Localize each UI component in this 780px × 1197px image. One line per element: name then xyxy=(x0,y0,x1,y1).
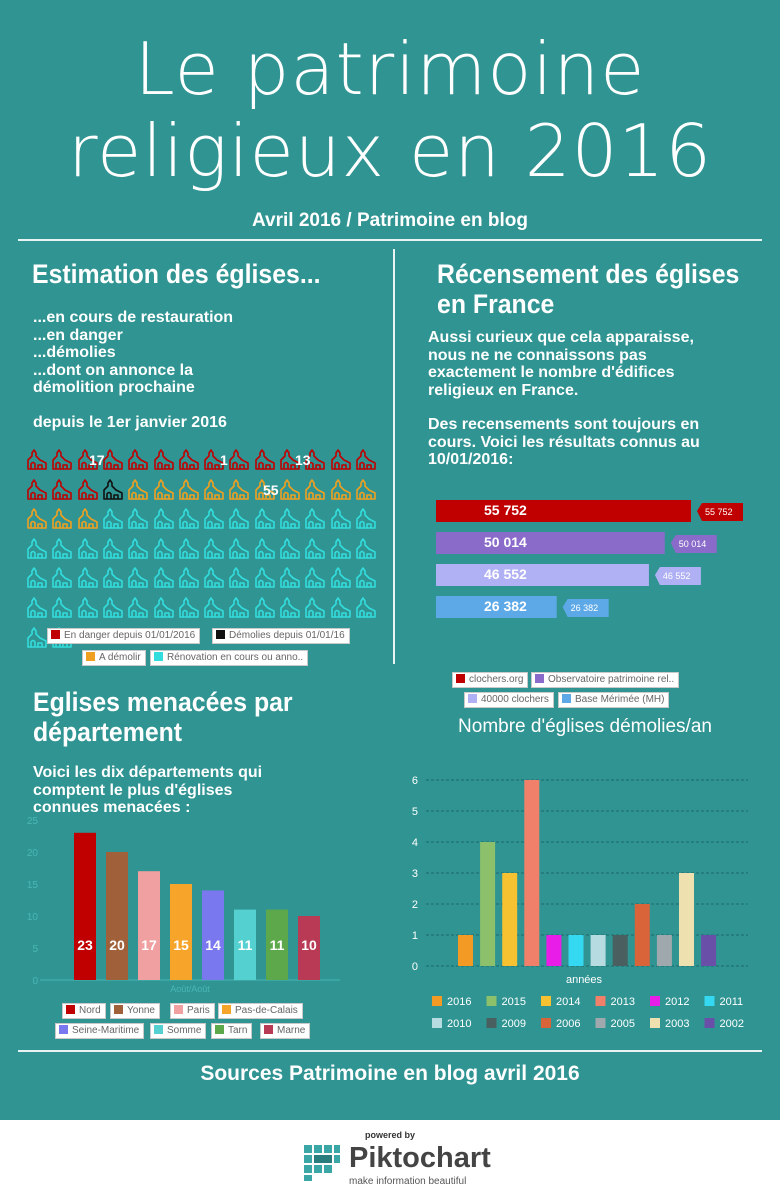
church-icon xyxy=(331,507,351,529)
church-icon xyxy=(229,478,249,500)
church-icon xyxy=(154,537,174,559)
dept-y-tick: 5 xyxy=(32,944,38,955)
recensement-para1-line: Aussi curieux que cela apparaisse, xyxy=(428,329,694,346)
church-icon xyxy=(128,478,148,500)
year-bar xyxy=(635,904,650,966)
church-icon xyxy=(255,507,275,529)
recensement-para2-line: 10/01/2016: xyxy=(428,451,514,468)
legend-tarn: Tarn xyxy=(211,1023,252,1039)
estimation-line: ...en danger xyxy=(33,326,123,344)
church-icon xyxy=(229,537,249,559)
demolies-bar-chart xyxy=(400,766,770,1036)
count-en-danger: 17 xyxy=(89,452,105,468)
year-legend-swatch xyxy=(487,1018,497,1028)
dept-bar-label: 23 xyxy=(77,937,93,953)
legend-base-merimee: Base Mérimée (MH) xyxy=(558,692,669,708)
church-icon xyxy=(128,507,148,529)
church-icon xyxy=(154,478,174,500)
church-icon xyxy=(331,448,351,470)
year-y-tick: 0 xyxy=(411,961,418,973)
church-icon xyxy=(179,596,199,618)
legend-marne: Marne xyxy=(260,1023,310,1039)
main-title-line2: religieux en 2016 xyxy=(67,109,712,193)
year-bar xyxy=(701,935,716,966)
year-legend-label: 2011 xyxy=(719,996,744,1008)
year-legend-label: 2015 xyxy=(501,996,526,1008)
estimation-line: ...en cours de restauration xyxy=(33,309,234,326)
dept-bar-label: 11 xyxy=(237,937,253,953)
year-y-tick: 1 xyxy=(411,930,418,942)
estimation-since: depuis le 1er janvier 2016 xyxy=(33,414,227,431)
church-icon xyxy=(305,507,325,529)
dept-y-tick: 0 xyxy=(32,976,38,987)
year-legend-swatch xyxy=(650,996,660,1006)
church-icon xyxy=(255,566,275,588)
dept-y-tick: 20 xyxy=(26,848,38,859)
church-icon xyxy=(52,478,72,500)
year-legend-swatch xyxy=(432,996,442,1006)
census-value-tag-label: 55 752 xyxy=(705,507,733,517)
church-icon xyxy=(331,478,351,500)
church-icon xyxy=(27,596,47,618)
dept-bar-label: 17 xyxy=(141,937,157,953)
church-icon xyxy=(103,596,123,618)
year-legend-label: 2002 xyxy=(719,1018,744,1030)
dept-y-tick: 10 xyxy=(26,912,38,923)
church-icon xyxy=(27,566,47,588)
census-value-tag-label: 46 552 xyxy=(662,571,691,581)
powered-by: powered by xyxy=(364,1130,415,1140)
dept-y-tick: 15 xyxy=(26,880,38,891)
year-bar xyxy=(546,935,561,966)
year-legend-swatch xyxy=(541,996,551,1006)
year-legend-swatch xyxy=(705,996,715,1006)
church-icon xyxy=(78,478,98,500)
church-icon xyxy=(52,566,72,588)
church-icon xyxy=(78,537,98,559)
dept-bar xyxy=(106,852,128,980)
year-bar xyxy=(458,935,473,966)
recensement-title-line1: Récensement des églises xyxy=(437,259,740,289)
church-icon xyxy=(255,596,275,618)
recensement-para2-line: Des recensements sont toujours en xyxy=(428,416,700,433)
year-legend-label: 2010 xyxy=(447,1018,472,1030)
church-icon xyxy=(229,566,249,588)
count-renovation: 55 xyxy=(263,482,279,498)
church-icon xyxy=(204,596,224,618)
demolies-chart-title: Nombre d'églises démolies/an xyxy=(458,716,712,737)
recensement-para1-line: exactement le nombre d'édifices xyxy=(428,364,675,381)
year-y-tick: 5 xyxy=(411,806,418,818)
recensement-para1-line: religieux en France. xyxy=(428,381,579,399)
dept-bar-label: 15 xyxy=(173,937,189,953)
dept-bar xyxy=(74,833,96,980)
church-icon xyxy=(27,537,47,559)
church-icon xyxy=(179,448,199,470)
piktochart-brand[interactable]: Piktochart xyxy=(349,1142,491,1174)
legend-40000-clochers: 40000 clochers xyxy=(464,692,554,708)
menacees-desc-line: comptent le plus d'églises xyxy=(33,781,233,799)
church-icon xyxy=(78,507,98,529)
legend-pas-de-calais: Pas-de-Calais xyxy=(218,1003,303,1019)
census-bar xyxy=(436,564,649,586)
dept-bar xyxy=(202,890,224,980)
census-bar-label: 26 382 xyxy=(484,598,527,614)
year-legend-swatch xyxy=(705,1018,715,1028)
count-a-demolir: 13 xyxy=(295,452,311,468)
church-icon xyxy=(305,537,325,559)
dept-bar-label: 11 xyxy=(269,937,285,953)
census-bar xyxy=(436,532,665,554)
church-icon xyxy=(52,507,72,529)
year-legend-label: 2014 xyxy=(556,996,581,1008)
church-icon xyxy=(305,596,325,618)
church-icon xyxy=(128,537,148,559)
church-icon xyxy=(280,537,300,559)
main-title-line1: Le patrimoine xyxy=(134,27,646,111)
church-icon xyxy=(305,478,325,500)
church-icon xyxy=(204,537,224,559)
church-icon xyxy=(128,448,148,470)
year-bar xyxy=(613,935,628,966)
church-icon xyxy=(255,537,275,559)
year-bar xyxy=(524,780,539,966)
church-icon xyxy=(103,478,123,500)
year-y-tick: 3 xyxy=(411,868,418,880)
legend-seine-maritime: Seine-Maritime xyxy=(55,1023,144,1039)
church-icon xyxy=(229,448,249,470)
sources-text: Sources Patrimoine en blog avril 2016 xyxy=(200,1062,580,1085)
year-legend-label: 2003 xyxy=(665,1018,690,1030)
church-icon xyxy=(78,596,98,618)
year-bar xyxy=(657,935,672,966)
church-icon xyxy=(356,448,376,470)
church-icon xyxy=(356,478,376,500)
church-icon xyxy=(280,566,300,588)
legend-renovation: Rénovation en cours ou anno.. xyxy=(150,650,308,666)
church-icon xyxy=(356,537,376,559)
church-icon xyxy=(179,478,199,500)
church-icon xyxy=(27,507,47,529)
year-legend-swatch xyxy=(596,1018,606,1028)
church-icon xyxy=(154,507,174,529)
departement-bar-chart xyxy=(0,810,390,1000)
census-bar xyxy=(436,500,691,522)
church-icon xyxy=(356,596,376,618)
year-legend-label: 2013 xyxy=(610,996,635,1008)
year-legend-swatch xyxy=(596,996,606,1006)
legend-en-danger: En danger depuis 01/01/2016 xyxy=(47,628,200,644)
church-icon xyxy=(154,596,174,618)
census-bar-label: 50 014 xyxy=(484,534,527,550)
church-icon xyxy=(78,566,98,588)
piktochart-logo-icon[interactable] xyxy=(302,1143,342,1183)
census-value-tag-label: 50 014 xyxy=(678,539,707,549)
church-icon xyxy=(52,448,72,470)
church-icon xyxy=(52,537,72,559)
year-x-label: années xyxy=(565,974,603,986)
legend-paris: Paris xyxy=(170,1003,215,1019)
dept-bar-label: 20 xyxy=(109,937,125,953)
legend-a-demolir: A démolir xyxy=(82,650,146,666)
legend-clochers: clochers.org xyxy=(452,672,528,688)
church-icon xyxy=(128,566,148,588)
menacees-title-line1: Eglises menacées par xyxy=(33,687,293,717)
dept-bar-label: 14 xyxy=(205,937,221,953)
church-icon xyxy=(280,507,300,529)
church-icon xyxy=(154,448,174,470)
year-bar xyxy=(569,935,584,966)
divider-vertical xyxy=(393,249,395,664)
legend-demolies: Démolies depuis 01/01/16 xyxy=(212,628,350,644)
dept-bar xyxy=(170,884,192,980)
church-icon xyxy=(103,448,123,470)
year-bar xyxy=(591,935,606,966)
recensement-para1 xyxy=(428,329,694,399)
church-icon xyxy=(179,507,199,529)
year-bar xyxy=(502,873,517,966)
church-icon xyxy=(356,507,376,529)
year-legend-label: 2005 xyxy=(610,1018,635,1030)
church-icon xyxy=(27,478,47,500)
church-icon xyxy=(229,507,249,529)
church-icon xyxy=(280,478,300,500)
count-demolies: 1 xyxy=(220,452,228,468)
recensement-para2 xyxy=(428,416,700,469)
church-icon xyxy=(27,626,47,648)
church-icon xyxy=(154,566,174,588)
legend-yonne: Yonne xyxy=(110,1003,160,1019)
year-legend-label: 2006 xyxy=(556,1018,581,1030)
estimation-title: Estimation des églises... xyxy=(32,259,321,289)
year-y-tick: 4 xyxy=(411,837,418,849)
church-icon xyxy=(229,596,249,618)
church-icon xyxy=(179,566,199,588)
church-icon xyxy=(305,566,325,588)
church-icon xyxy=(204,507,224,529)
church-icon xyxy=(103,566,123,588)
recensement-para1-line: nous ne ne connaissons pas xyxy=(428,346,647,364)
church-icon xyxy=(204,478,224,500)
estimation-line: ...dont on annonce la xyxy=(33,361,193,379)
church-icon xyxy=(27,448,47,470)
recensement-bar-chart xyxy=(420,488,770,638)
church-icon xyxy=(103,507,123,529)
census-value-tag-label: 26 382 xyxy=(570,603,599,613)
menacees-desc-line: Voici les dix départements qui xyxy=(33,764,263,781)
church-icon xyxy=(331,537,351,559)
church-icon xyxy=(179,537,199,559)
census-bar-label: 55 752 xyxy=(484,502,527,518)
church-icon xyxy=(356,566,376,588)
church-icon xyxy=(331,596,351,618)
recensement-title xyxy=(437,259,739,319)
church-icon xyxy=(204,566,224,588)
year-legend-swatch xyxy=(487,996,497,1006)
menacees-desc xyxy=(33,764,262,817)
legend-somme: Somme xyxy=(150,1023,206,1039)
legend-observatoire: Observatoire patrimoine rel.. xyxy=(531,672,679,688)
dept-y-tick: 25 xyxy=(26,816,38,827)
church-icon xyxy=(103,537,123,559)
church-icon xyxy=(280,596,300,618)
dept-x-label: Août/Août xyxy=(170,984,210,994)
year-legend-label: 2012 xyxy=(665,996,690,1008)
church-icon xyxy=(255,448,275,470)
year-bar xyxy=(480,842,495,966)
divider-bottom xyxy=(18,1050,762,1052)
dept-bar xyxy=(138,871,160,980)
menacees-desc-line: connues menacées : xyxy=(33,799,191,816)
church-icon xyxy=(128,596,148,618)
census-bar-label: 46 552 xyxy=(484,566,527,582)
legend-nord: Nord xyxy=(62,1003,106,1019)
church-pictograph xyxy=(0,0,390,640)
year-y-tick: 6 xyxy=(411,775,418,787)
dept-bar-label: 10 xyxy=(301,937,317,953)
estimation-line: ...démolies xyxy=(33,344,116,361)
church-icon xyxy=(331,566,351,588)
year-legend-swatch xyxy=(541,1018,551,1028)
year-y-tick: 2 xyxy=(411,899,418,911)
recensement-para2-line: cours. Voici les résultats connus au xyxy=(428,433,700,451)
estimation-line: démolition prochaine xyxy=(33,379,195,396)
year-legend-swatch xyxy=(650,1018,660,1028)
menacees-title-line2: département xyxy=(33,717,183,747)
year-legend-swatch xyxy=(432,1018,442,1028)
subtitle: Avril 2016 / Patrimoine en blog xyxy=(252,210,528,231)
year-legend-label: 2016 xyxy=(447,996,472,1008)
menacees-title xyxy=(33,687,293,747)
recensement-title-line2: en France xyxy=(437,289,555,319)
year-legend-label: 2009 xyxy=(501,1018,526,1030)
year-bar xyxy=(679,873,694,966)
church-icon xyxy=(52,596,72,618)
piktochart-tagline: make information beautiful xyxy=(349,1176,467,1187)
